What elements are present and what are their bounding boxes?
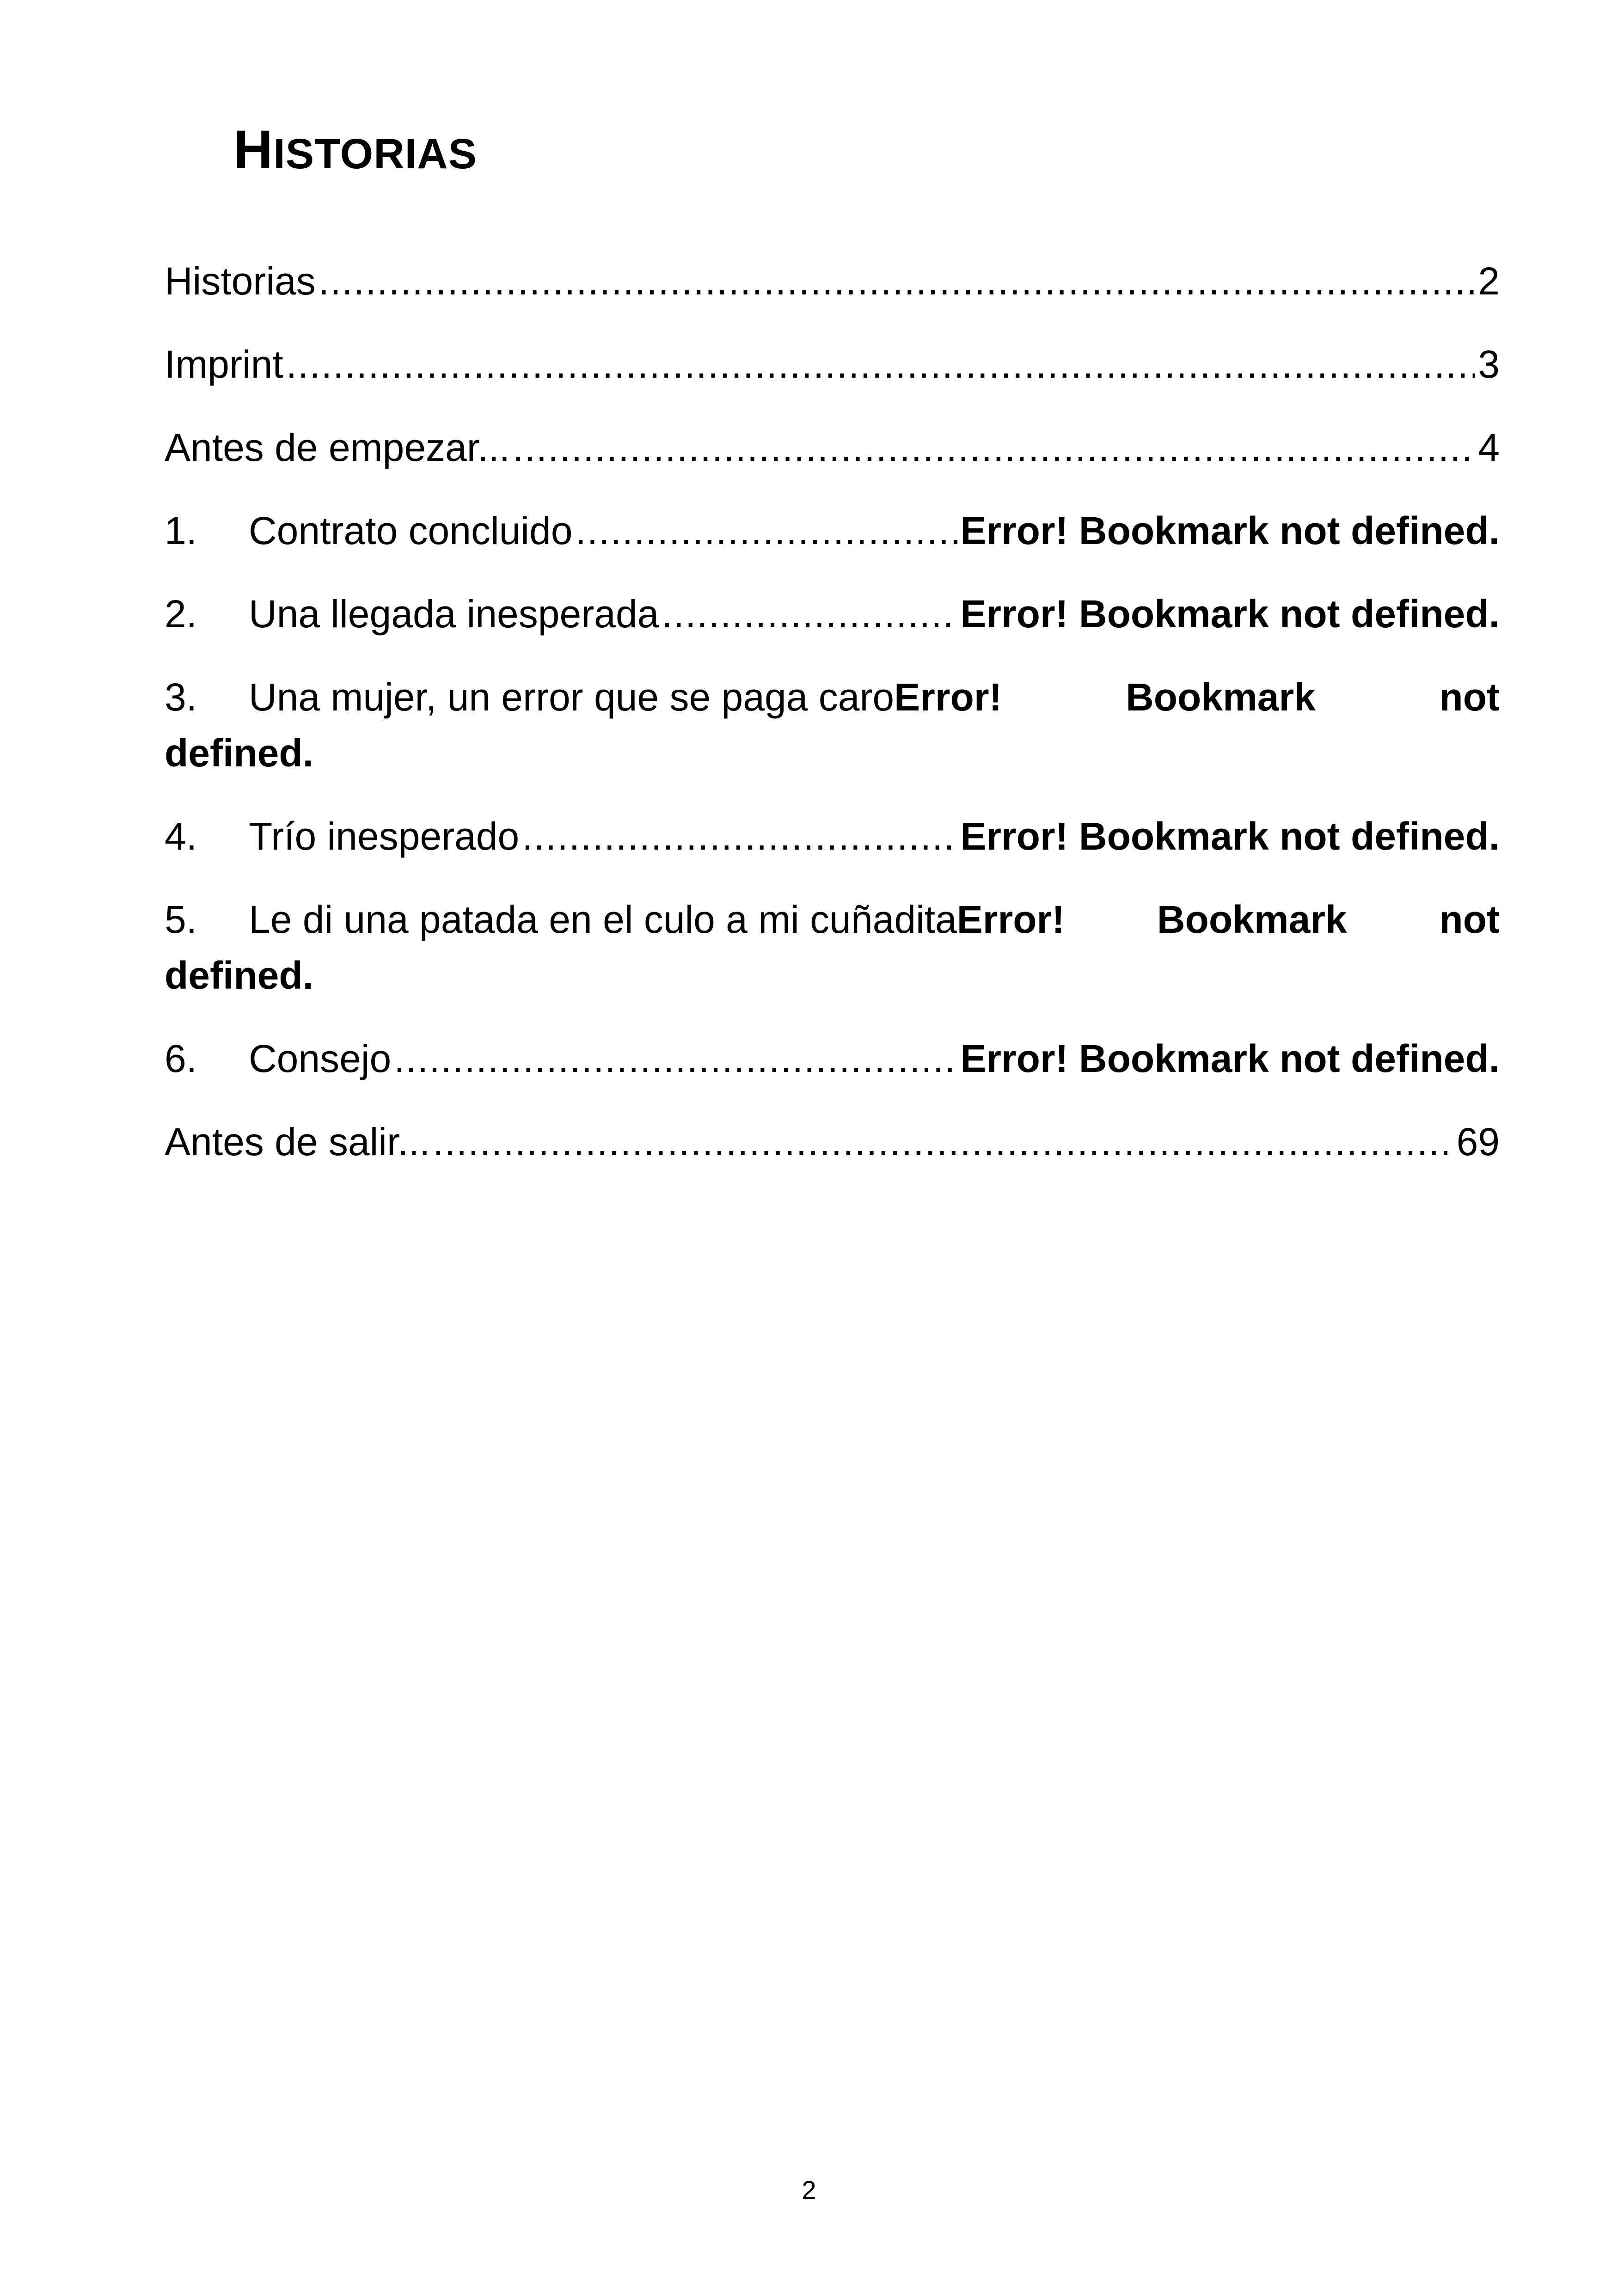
toc-error-text: Error! Bookmark not defined. — [960, 509, 1500, 552]
toc-label: Contrato concluido — [249, 509, 573, 552]
toc-entry-imprint[interactable] — [165, 340, 1500, 389]
toc-leader — [575, 507, 957, 555]
toc-entry-antes-de-salir[interactable] — [165, 1118, 1500, 1166]
toc-error-text: Error! Bookmark not defined. — [960, 1037, 1500, 1080]
toc-page-number: 2 — [1478, 259, 1500, 303]
toc-error-word: Error! — [894, 675, 1002, 719]
toc-label: Historias — [165, 259, 316, 303]
toc-label: Imprint — [165, 343, 283, 386]
toc-leader — [662, 590, 957, 638]
toc-page-number: 69 — [1456, 1120, 1500, 1163]
toc-leader — [394, 1035, 957, 1083]
toc-entry-historias[interactable] — [165, 257, 1500, 306]
toc-label: Le di una patada en el culo a mi cuñadita — [249, 898, 957, 941]
page-title — [233, 119, 478, 180]
table-of-contents — [165, 257, 1500, 1201]
toc-number: 1. — [165, 509, 197, 552]
toc-error-word: Error! — [956, 898, 1065, 941]
toc-error-text: Error! Bookmark not defined. — [960, 592, 1500, 636]
toc-label: Una llegada inesperada — [249, 592, 659, 636]
toc-error-word: Bookmark — [1157, 898, 1347, 941]
toc-error-word: not — [1439, 675, 1500, 719]
toc-error-continuation: defined. — [165, 954, 314, 997]
toc-entry-antes-de-empezar[interactable] — [165, 423, 1500, 472]
toc-number: 5. — [165, 898, 197, 941]
toc-number: 4. — [165, 814, 197, 858]
toc-entry-3[interactable] — [165, 673, 1500, 778]
toc-leader — [513, 423, 1475, 472]
toc-entry-6[interactable] — [165, 1035, 1500, 1083]
toc-entry-1[interactable] — [165, 507, 1500, 555]
toc-number: 6. — [165, 1037, 197, 1080]
toc-page-number: 4 — [1478, 426, 1500, 469]
toc-label: Trío inesperado — [249, 814, 520, 858]
toc-label: Una mujer, un error que se paga caro — [249, 675, 895, 719]
toc-error-word: not — [1439, 898, 1500, 941]
toc-leader — [319, 257, 1476, 306]
toc-error-continuation: defined. — [165, 731, 314, 775]
toc-page-number: 3 — [1478, 343, 1500, 386]
toc-label: Antes de empezar... — [165, 426, 510, 469]
toc-entry-2[interactable] — [165, 590, 1500, 638]
page-number-footer: 2 — [802, 2175, 816, 2204]
toc-label: Consejo — [249, 1037, 392, 1080]
toc-error-word: Bookmark — [1126, 675, 1316, 719]
toc-number: 2. — [165, 592, 197, 636]
toc-error-text: Error! Bookmark not defined. — [960, 814, 1500, 858]
toc-entry-5[interactable] — [165, 895, 1500, 1000]
toc-label: Antes de salir... — [165, 1120, 430, 1163]
toc-leader — [286, 340, 1476, 389]
title-initial: H — [233, 119, 274, 180]
toc-entry-4[interactable] — [165, 812, 1500, 861]
title-rest: ISTORIAS — [273, 130, 478, 178]
toc-leader — [433, 1118, 1453, 1166]
toc-leader — [522, 812, 957, 861]
toc-number: 3. — [165, 675, 197, 719]
